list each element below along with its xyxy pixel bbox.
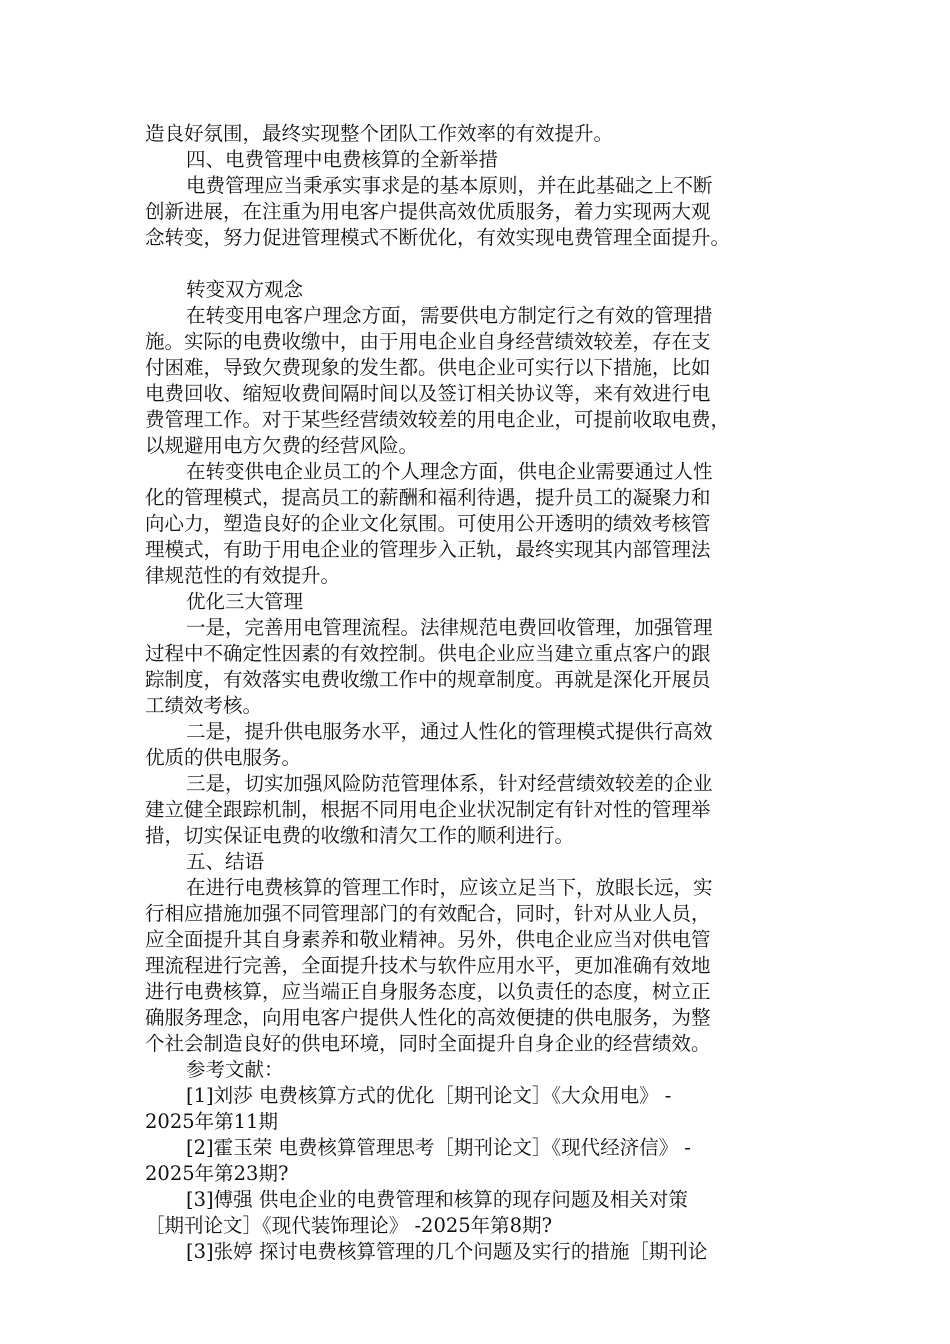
paragraph-line: 在转变用电客户理念方面，需要供电方制定行之有效的管理措 (186, 304, 713, 327)
paragraph-line: 优质的供电服务。 (145, 746, 302, 769)
paragraph-line: 工绩效考核。 (145, 694, 263, 717)
paragraph-line: 理模式，有助于用电企业的管理步入正轨，最终实现其内部管理法 (145, 538, 711, 561)
paragraph-line: 在转变供电企业员工的个人理念方面，供电企业需要通过人性 (186, 460, 713, 483)
paragraph-line: 律规范性的有效提升。 (145, 564, 341, 587)
paragraph-line: 施。实际的电费收缴中，由于用电企业自身经营绩效较差，存在支 (145, 330, 711, 353)
paragraph-line: 在进行电费核算的管理工作时，应该立足当下，放眼长远，实 (186, 876, 713, 899)
reference-item: [2]霍玉荣 电费核算管理思考［期刊论文］《现代经济信》 - (186, 1136, 691, 1159)
reference-item-continuation: ［期刊论文］《现代装饰理论》 -2025年第8期? (145, 1214, 553, 1237)
paragraph-line: 过程中不确定性因素的有效控制。供电企业应当建立重点客户的跟 (145, 642, 711, 665)
paragraph-line: 行相应措施加强不同管理部门的有效配合，同时，针对从业人员， (145, 902, 711, 925)
reference-item: [1]刘莎 电费核算方式的优化［期刊论文］《大众用电》 - (186, 1084, 672, 1107)
reference-item-continuation: 2025年第11期 (145, 1110, 278, 1133)
document-body (145, 121, 805, 1265)
paragraph-line: 措，切实保证电费的收缴和清欠工作的顺利进行。 (145, 824, 575, 847)
subheading-optimize-management: 优化三大管理 (186, 590, 304, 613)
paragraph-line: 一是，完善用电管理流程。法律规范电费回收管理，加强管理 (186, 616, 713, 639)
paragraph-line: 个社会制造良好的供电环境，同时全面提升自身企业的经营绩效。 (145, 1032, 711, 1055)
reference-item: [3]张婷 探讨电费核算管理的几个问题及实行的措施［期刊论 (186, 1240, 708, 1263)
paragraph-line: 二是，提升供电服务水平，通过人性化的管理模式提供行高效 (186, 720, 713, 743)
reference-item: [3]傅强 供电企业的电费管理和核算的现存问题及相关对策 (186, 1188, 688, 1211)
paragraph-line: 进行电费核算，应当端正自身服务态度，以负责任的态度，树立正 (145, 980, 711, 1003)
paragraph-line: 付困难，导致欠费现象的发生都。供电企业可实行以下措施，比如 (145, 356, 711, 379)
paragraph-line: 费管理工作。对于某些经营绩效较差的用电企业，可提前收取电费， (145, 408, 731, 431)
paragraph-continuation: 造良好氛围，最终实现整个团队工作效率的有效提升。 (145, 122, 614, 145)
reference-item-continuation: 2025年第23期? (145, 1162, 289, 1185)
paragraph-line: 电费回收、缩短收费间隔时间以及签订相关协议等，来有效进行电 (145, 382, 711, 405)
paragraph-line: 向心力，塑造良好的企业文化氛围。可使用公开透明的绩效考核管 (145, 512, 711, 535)
paragraph-line: 三是，切实加强风险防范管理体系，针对经营绩效较差的企业 (186, 772, 713, 795)
paragraph-line: 创新进展，在注重为用电客户提供高效优质服务，着力实现两大观 (145, 200, 711, 223)
paragraph-line: 应全面提升其自身素养和敬业精神。另外，供电企业应当对供电管 (145, 928, 711, 951)
paragraph-line: 化的管理模式，提高员工的薪酬和福利待遇，提升员工的凝聚力和 (145, 486, 711, 509)
paragraph-line: 以规避用电方欠费的经营风险。 (145, 434, 419, 457)
section-heading-4: 四、电费管理中电费核算的全新举措 (186, 148, 499, 171)
paragraph-line: 建立健全跟踪机制，根据不同用电企业状况制定有针对性的管理举 (145, 798, 711, 821)
paragraph-line: 踪制度，有效落实电费收缴工作中的规章制度。再就是深化开展员 (145, 668, 711, 691)
paragraph-line: 念转变，努力促进管理模式不断优化，有效实现电费管理全面提升。 (145, 226, 731, 249)
section-heading-5: 五、结语 (186, 850, 265, 873)
paragraph-line: 电费管理应当秉承实事求是的基本原则，并在此基础之上不断 (186, 174, 713, 197)
subheading-change-concepts: 转变双方观念 (186, 278, 304, 301)
paragraph-line: 确服务理念，向用电客户提供人性化的高效便捷的供电服务，为整 (145, 1006, 711, 1029)
paragraph-line: 理流程进行完善，全面提升技术与软件应用水平，更加准确有效地 (145, 954, 711, 977)
blank-line (145, 251, 805, 277)
references-heading: 参考文献： (186, 1058, 284, 1081)
